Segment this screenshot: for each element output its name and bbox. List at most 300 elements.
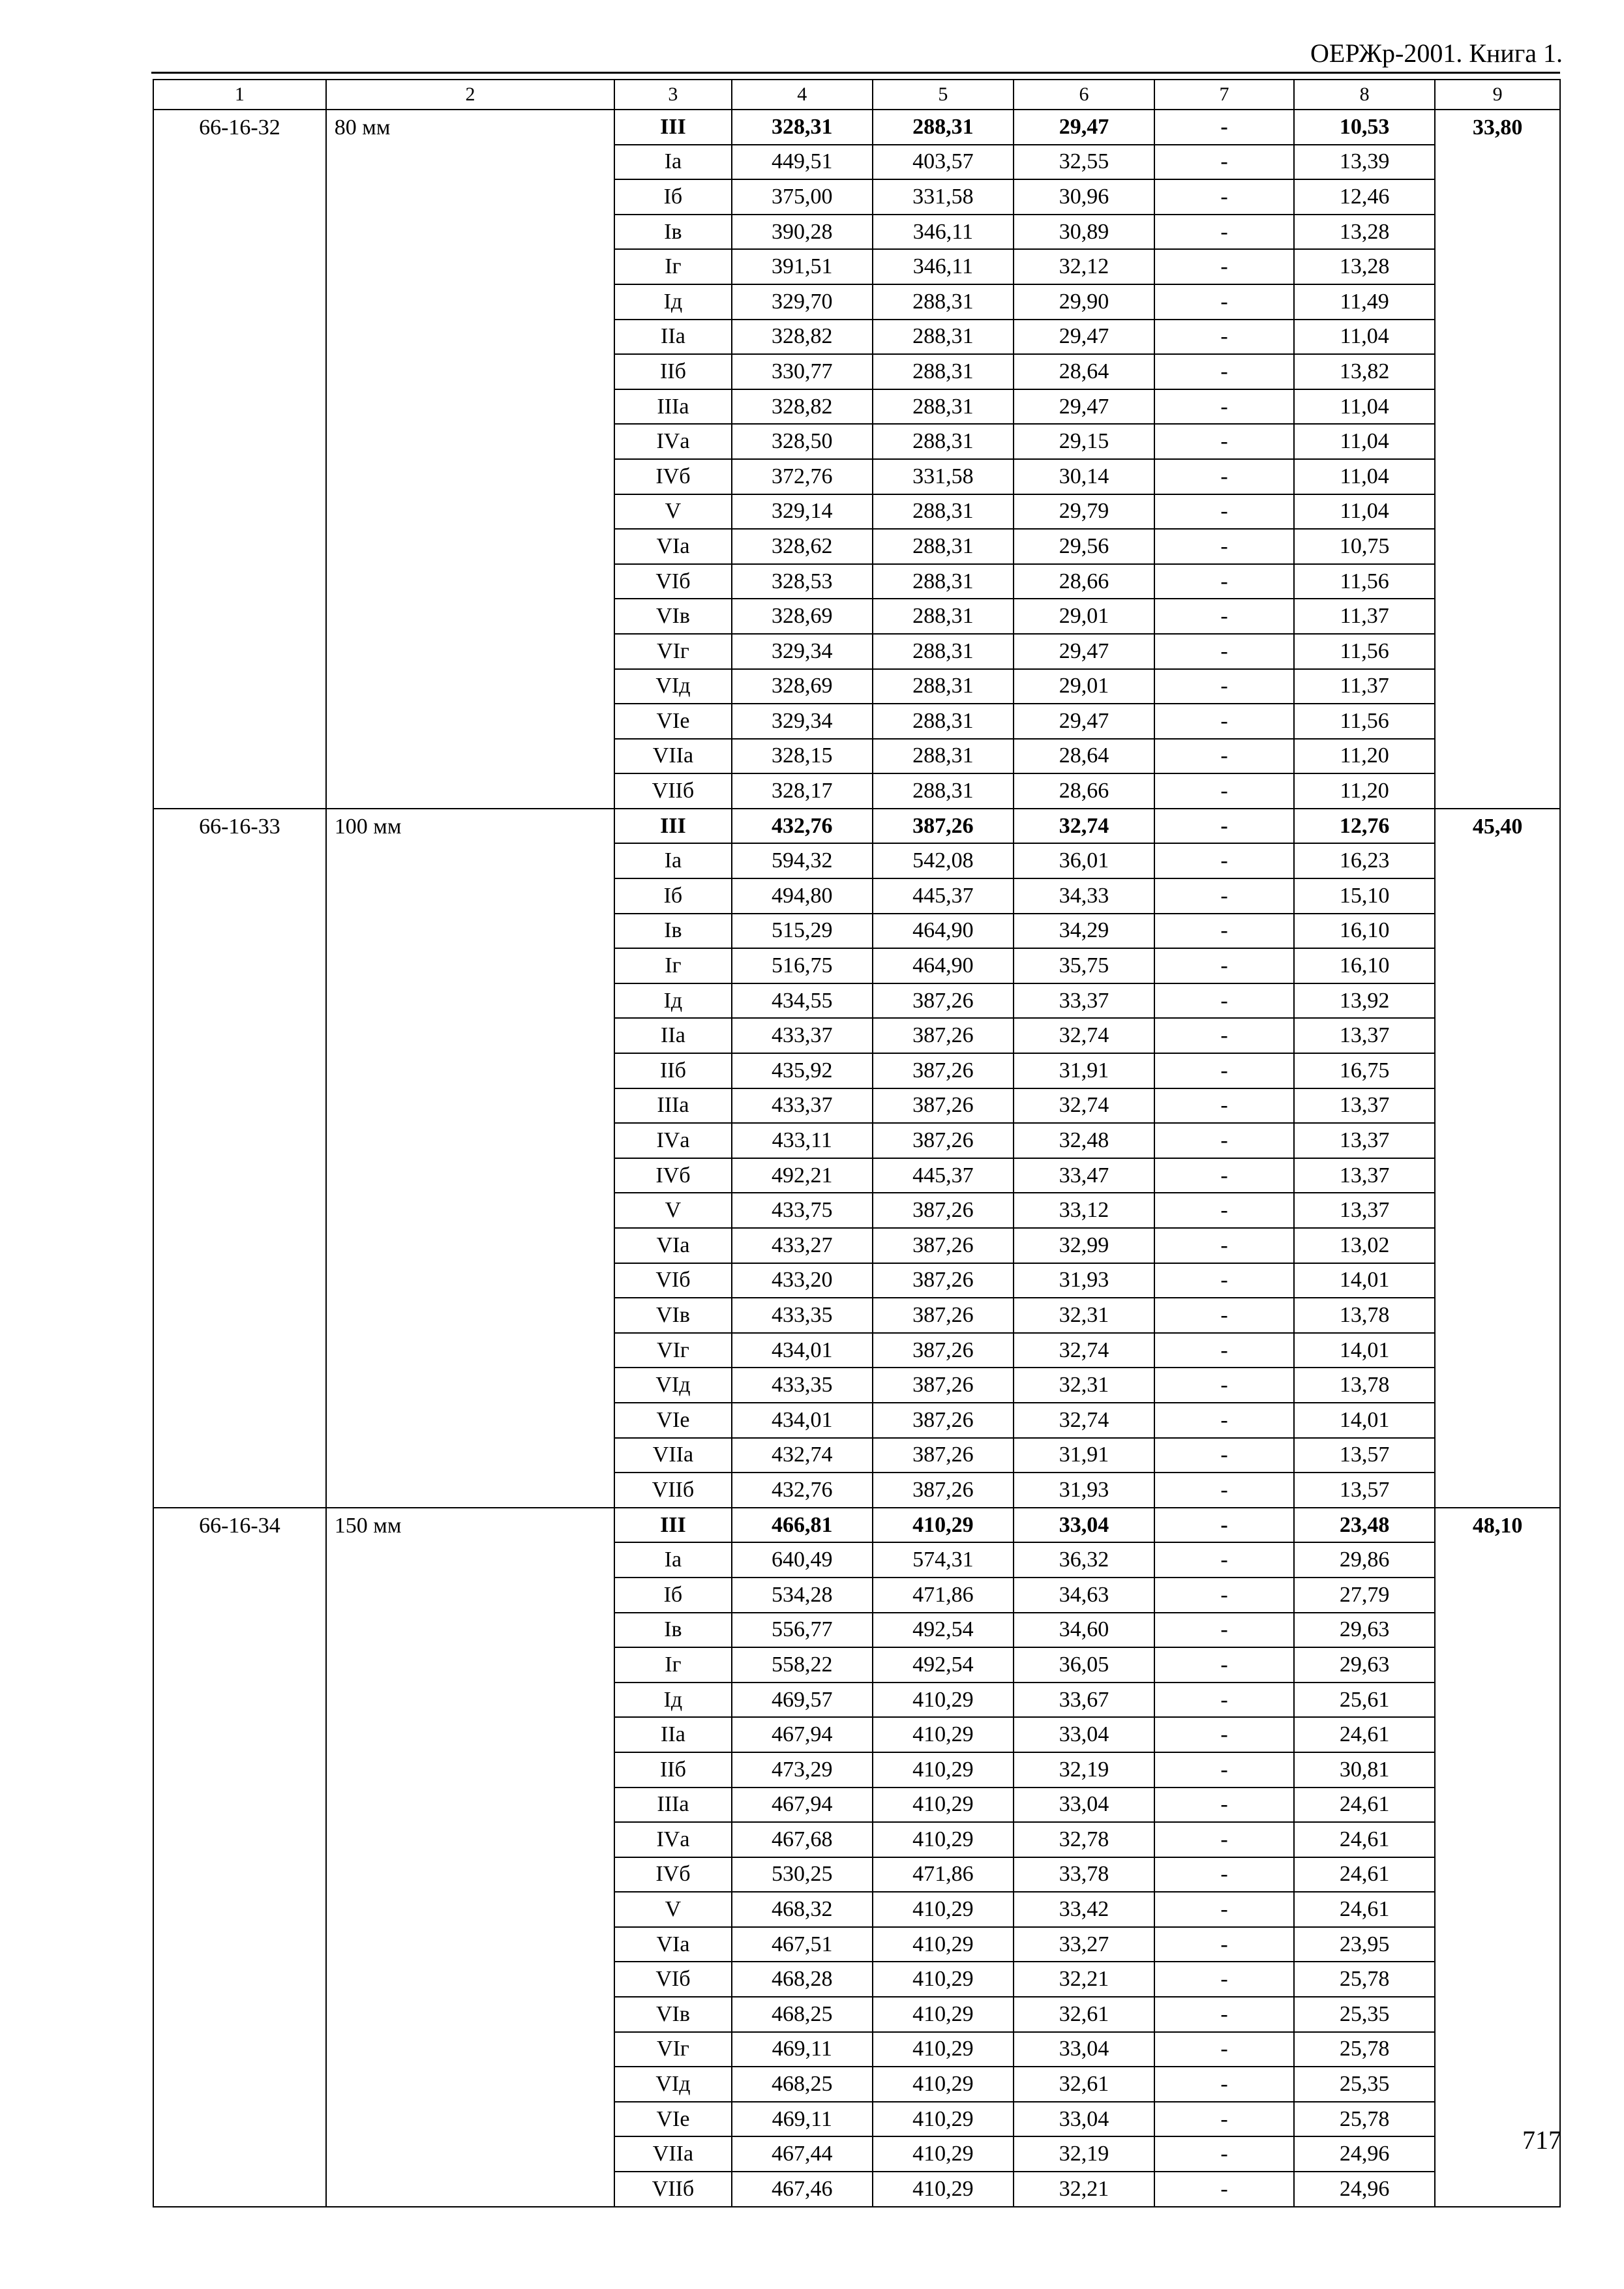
value-cell: 24,61 <box>1294 1717 1435 1752</box>
value-cell: 11,37 <box>1294 599 1435 634</box>
value-cell: 329,14 <box>732 494 873 530</box>
value-cell: 31,93 <box>1014 1473 1154 1508</box>
value-cell: - <box>1154 110 1294 145</box>
zone-label: VIб <box>614 1962 732 1997</box>
value-cell: - <box>1154 2032 1294 2067</box>
value-cell: 288,31 <box>873 634 1014 669</box>
column-9-value: 33,80 <box>1435 110 1560 809</box>
value-cell: - <box>1154 1403 1294 1438</box>
value-cell: 410,29 <box>873 1717 1014 1752</box>
zone-label: VIв <box>614 1997 732 2032</box>
value-cell: 410,29 <box>873 2032 1014 2067</box>
value-cell: 387,26 <box>873 1263 1014 1298</box>
zone-label: IIб <box>614 1053 732 1088</box>
value-cell: - <box>1154 1473 1294 1508</box>
value-cell: 328,53 <box>732 564 873 599</box>
value-cell: - <box>1154 459 1294 494</box>
value-cell: 27,79 <box>1294 1578 1435 1613</box>
value-cell: 534,28 <box>732 1578 873 1613</box>
value-cell: 288,31 <box>873 564 1014 599</box>
value-cell: 23,48 <box>1294 1508 1435 1543</box>
value-cell: - <box>1154 1438 1294 1473</box>
value-cell: 32,74 <box>1014 1403 1154 1438</box>
value-cell: 28,66 <box>1014 773 1154 809</box>
value-cell: 387,26 <box>873 1053 1014 1088</box>
zone-label: IVа <box>614 1123 732 1158</box>
zone-label: Iа <box>614 145 732 180</box>
zone-label: VIг <box>614 634 732 669</box>
value-cell: 14,01 <box>1294 1263 1435 1298</box>
value-cell: 31,93 <box>1014 1263 1154 1298</box>
value-cell: 329,70 <box>732 284 873 320</box>
value-cell: 29,47 <box>1014 389 1154 425</box>
value-cell: 10,53 <box>1294 110 1435 145</box>
value-cell: - <box>1154 809 1294 844</box>
value-cell: - <box>1154 494 1294 530</box>
value-cell: 25,61 <box>1294 1683 1435 1718</box>
value-cell: 469,11 <box>732 2102 873 2137</box>
value-cell: 574,31 <box>873 1542 1014 1578</box>
value-cell: 391,51 <box>732 249 873 284</box>
value-cell: 467,44 <box>732 2136 873 2172</box>
value-cell: 469,57 <box>732 1683 873 1718</box>
value-cell: 33,04 <box>1014 1717 1154 1752</box>
value-cell: 13,37 <box>1294 1088 1435 1124</box>
value-cell: 390,28 <box>732 215 873 250</box>
value-cell: 594,32 <box>732 843 873 878</box>
value-cell: 30,89 <box>1014 215 1154 250</box>
value-cell: 372,76 <box>732 459 873 494</box>
value-cell: 387,26 <box>873 1368 1014 1403</box>
value-cell: 33,42 <box>1014 1892 1154 1927</box>
value-cell: 433,11 <box>732 1123 873 1158</box>
pipe-diameter: 100 мм <box>326 809 614 1508</box>
value-cell: - <box>1154 1578 1294 1613</box>
value-cell: 33,67 <box>1014 1683 1154 1718</box>
zone-label: VIIб <box>614 1473 732 1508</box>
value-cell: 29,86 <box>1294 1542 1435 1578</box>
zone-label: VIIа <box>614 739 732 774</box>
column-9-value: 48,10 <box>1435 1508 1560 2207</box>
value-cell: 328,50 <box>732 424 873 459</box>
value-cell: 410,29 <box>873 1822 1014 1857</box>
value-cell: 29,47 <box>1014 634 1154 669</box>
value-cell: 468,32 <box>732 1892 873 1927</box>
value-cell: - <box>1154 843 1294 878</box>
value-cell: - <box>1154 1892 1294 1927</box>
value-cell: 33,37 <box>1014 983 1154 1019</box>
value-cell: 29,63 <box>1294 1647 1435 1683</box>
value-cell: 24,61 <box>1294 1892 1435 1927</box>
value-cell: 432,76 <box>732 1473 873 1508</box>
value-cell: 445,37 <box>873 1158 1014 1193</box>
value-cell: - <box>1154 529 1294 564</box>
value-cell: 13,39 <box>1294 145 1435 180</box>
zone-label: IVб <box>614 1158 732 1193</box>
table-row <box>153 1508 1560 1543</box>
zone-label: V <box>614 494 732 530</box>
value-cell: 435,92 <box>732 1053 873 1088</box>
value-cell: 30,14 <box>1014 459 1154 494</box>
zone-label: VIв <box>614 1298 732 1333</box>
value-cell: 288,31 <box>873 529 1014 564</box>
value-cell: 32,21 <box>1014 1962 1154 1997</box>
value-cell: 32,19 <box>1014 2136 1154 2172</box>
value-cell: 471,86 <box>873 1578 1014 1613</box>
value-cell: 387,26 <box>873 1403 1014 1438</box>
value-cell: 34,33 <box>1014 878 1154 914</box>
value-cell: - <box>1154 1683 1294 1718</box>
value-cell: - <box>1154 1088 1294 1124</box>
value-cell: 410,29 <box>873 2172 1014 2207</box>
zone-label: VIа <box>614 1927 732 1962</box>
value-cell: - <box>1154 1193 1294 1228</box>
zone-label: Iв <box>614 215 732 250</box>
zone-label: VIа <box>614 529 732 564</box>
value-cell: 328,82 <box>732 320 873 355</box>
value-cell: - <box>1154 878 1294 914</box>
zone-label: VIIа <box>614 2136 732 2172</box>
value-cell: - <box>1154 1298 1294 1333</box>
value-cell: 433,27 <box>732 1228 873 1263</box>
value-cell: 29,01 <box>1014 599 1154 634</box>
value-cell: 32,21 <box>1014 2172 1154 2207</box>
value-cell: 29,01 <box>1014 669 1154 704</box>
value-cell: 328,69 <box>732 669 873 704</box>
zone-label: Iд <box>614 983 732 1019</box>
value-cell: 494,80 <box>732 878 873 914</box>
value-cell: 25,35 <box>1294 2067 1435 2102</box>
value-cell: - <box>1154 1053 1294 1088</box>
page-header: ОЕРЖр-2001. Книга 1. <box>1310 38 1563 68</box>
value-cell: 11,04 <box>1294 424 1435 459</box>
value-cell: 434,55 <box>732 983 873 1019</box>
zone-label: VIб <box>614 1263 732 1298</box>
zone-label: VIг <box>614 2032 732 2067</box>
value-cell: 288,31 <box>873 110 1014 145</box>
value-cell: - <box>1154 2067 1294 2102</box>
value-cell: 11,04 <box>1294 320 1435 355</box>
value-cell: 387,26 <box>873 1228 1014 1263</box>
value-cell: 28,66 <box>1014 564 1154 599</box>
value-cell: 13,37 <box>1294 1018 1435 1053</box>
value-cell: 387,26 <box>873 1473 1014 1508</box>
value-cell: - <box>1154 739 1294 774</box>
value-cell: 410,29 <box>873 2067 1014 2102</box>
value-cell: 14,01 <box>1294 1403 1435 1438</box>
value-cell: 32,74 <box>1014 809 1154 844</box>
value-cell: 464,90 <box>873 948 1014 983</box>
zone-label: IIб <box>614 1752 732 1788</box>
value-cell: 33,12 <box>1014 1193 1154 1228</box>
value-cell: 467,51 <box>732 1927 873 1962</box>
value-cell: 29,56 <box>1014 529 1154 564</box>
value-cell: 346,11 <box>873 215 1014 250</box>
value-cell: 33,47 <box>1014 1158 1154 1193</box>
zone-label: IIIа <box>614 1788 732 1823</box>
value-cell: - <box>1154 1647 1294 1683</box>
value-cell: 32,19 <box>1014 1752 1154 1788</box>
value-cell: 33,78 <box>1014 1857 1154 1893</box>
value-cell: 32,74 <box>1014 1018 1154 1053</box>
value-cell: 640,49 <box>732 1542 873 1578</box>
value-cell: 33,04 <box>1014 2032 1154 2067</box>
value-cell: 13,78 <box>1294 1298 1435 1333</box>
value-cell: 469,11 <box>732 2032 873 2067</box>
zone-label: Iа <box>614 1542 732 1578</box>
value-cell: - <box>1154 389 1294 425</box>
value-cell: - <box>1154 1613 1294 1648</box>
value-cell: 30,96 <box>1014 179 1154 215</box>
value-cell: 29,90 <box>1014 284 1154 320</box>
zone-label: VIд <box>614 669 732 704</box>
value-cell: 32,12 <box>1014 249 1154 284</box>
pipe-diameter: 150 мм <box>326 1508 614 2207</box>
value-cell: 387,26 <box>873 1123 1014 1158</box>
zone-label: IVб <box>614 1857 732 1893</box>
zone-label: Iб <box>614 1578 732 1613</box>
value-cell: - <box>1154 1717 1294 1752</box>
value-cell: 11,56 <box>1294 564 1435 599</box>
column-number: 4 <box>732 80 873 110</box>
value-cell: 36,05 <box>1014 1647 1154 1683</box>
value-cell: 328,69 <box>732 599 873 634</box>
value-cell: 36,32 <box>1014 1542 1154 1578</box>
value-cell: 288,31 <box>873 599 1014 634</box>
zone-label: IVб <box>614 459 732 494</box>
value-cell: 13,02 <box>1294 1228 1435 1263</box>
value-cell: - <box>1154 1263 1294 1298</box>
value-cell: 25,78 <box>1294 2102 1435 2137</box>
value-cell: - <box>1154 564 1294 599</box>
value-cell: 492,54 <box>873 1613 1014 1648</box>
value-cell: 29,47 <box>1014 320 1154 355</box>
value-cell: - <box>1154 320 1294 355</box>
value-cell: 516,75 <box>732 948 873 983</box>
value-cell: 433,37 <box>732 1018 873 1053</box>
value-cell: 410,29 <box>873 1508 1014 1543</box>
value-cell: 464,90 <box>873 914 1014 949</box>
value-cell: 445,37 <box>873 878 1014 914</box>
value-cell: 11,04 <box>1294 459 1435 494</box>
value-cell: 24,96 <box>1294 2136 1435 2172</box>
column-number: 2 <box>326 80 614 110</box>
value-cell: 434,01 <box>732 1403 873 1438</box>
value-cell: 471,86 <box>873 1857 1014 1893</box>
zone-label: VIа <box>614 1228 732 1263</box>
value-cell: 16,75 <box>1294 1053 1435 1088</box>
value-cell: 31,91 <box>1014 1438 1154 1473</box>
value-cell: 492,21 <box>732 1158 873 1193</box>
value-cell: 29,79 <box>1014 494 1154 530</box>
value-cell: 23,95 <box>1294 1927 1435 1962</box>
value-cell: - <box>1154 1927 1294 1962</box>
column-number: 7 <box>1154 80 1294 110</box>
rates-table <box>153 79 1561 2207</box>
value-cell: 29,63 <box>1294 1613 1435 1648</box>
zone-label: VIе <box>614 704 732 739</box>
zone-label: Iг <box>614 1647 732 1683</box>
value-cell: 11,56 <box>1294 634 1435 669</box>
value-cell: - <box>1154 634 1294 669</box>
value-cell: 328,17 <box>732 773 873 809</box>
value-cell: 410,29 <box>873 1683 1014 1718</box>
zone-label: VIв <box>614 599 732 634</box>
zone-label: Iд <box>614 284 732 320</box>
value-cell: 28,64 <box>1014 354 1154 389</box>
value-cell: 467,94 <box>732 1717 873 1752</box>
value-cell: 15,10 <box>1294 878 1435 914</box>
value-cell: - <box>1154 1788 1294 1823</box>
value-cell: 34,60 <box>1014 1613 1154 1648</box>
value-cell: 434,01 <box>732 1333 873 1368</box>
value-cell: 387,26 <box>873 1333 1014 1368</box>
value-cell: - <box>1154 1368 1294 1403</box>
value-cell: 542,08 <box>873 843 1014 878</box>
zone-label: III <box>614 809 732 844</box>
value-cell: 32,48 <box>1014 1123 1154 1158</box>
value-cell: 288,31 <box>873 320 1014 355</box>
value-cell: 410,29 <box>873 1892 1014 1927</box>
value-cell: 33,04 <box>1014 1788 1154 1823</box>
value-cell: - <box>1154 145 1294 180</box>
zone-label: IIа <box>614 1717 732 1752</box>
value-cell: - <box>1154 983 1294 1019</box>
value-cell: - <box>1154 1997 1294 2032</box>
value-cell: 467,94 <box>732 1788 873 1823</box>
value-cell: 11,20 <box>1294 739 1435 774</box>
value-cell: 410,29 <box>873 1997 1014 2032</box>
value-cell: 35,75 <box>1014 948 1154 983</box>
value-cell: 14,01 <box>1294 1333 1435 1368</box>
value-cell: 29,47 <box>1014 704 1154 739</box>
value-cell: 12,76 <box>1294 809 1435 844</box>
value-cell: 24,61 <box>1294 1857 1435 1893</box>
value-cell: 11,04 <box>1294 389 1435 425</box>
value-cell: 33,27 <box>1014 1927 1154 1962</box>
value-cell: 33,04 <box>1014 1508 1154 1543</box>
value-cell: - <box>1154 1752 1294 1788</box>
value-cell: - <box>1154 1333 1294 1368</box>
value-cell: 11,56 <box>1294 704 1435 739</box>
value-cell: 24,61 <box>1294 1788 1435 1823</box>
value-cell: 403,57 <box>873 145 1014 180</box>
value-cell: - <box>1154 354 1294 389</box>
value-cell: 328,31 <box>732 110 873 145</box>
value-cell: 288,31 <box>873 354 1014 389</box>
value-cell: 375,00 <box>732 179 873 215</box>
value-cell: 468,25 <box>732 1997 873 2032</box>
value-cell: 331,58 <box>873 459 1014 494</box>
zone-label: VIб <box>614 564 732 599</box>
value-cell: 33,04 <box>1014 2102 1154 2137</box>
value-cell: 468,28 <box>732 1962 873 1997</box>
value-cell: 34,29 <box>1014 914 1154 949</box>
value-cell: 16,23 <box>1294 843 1435 878</box>
zone-label: IIIа <box>614 389 732 425</box>
value-cell: 387,26 <box>873 1438 1014 1473</box>
value-cell: 13,57 <box>1294 1438 1435 1473</box>
column-number: 5 <box>873 80 1014 110</box>
value-cell: 329,34 <box>732 634 873 669</box>
value-cell: - <box>1154 284 1294 320</box>
value-cell: - <box>1154 1962 1294 1997</box>
value-cell: 558,22 <box>732 1647 873 1683</box>
zone-label: VIе <box>614 1403 732 1438</box>
value-cell: 387,26 <box>873 1298 1014 1333</box>
value-cell: 467,68 <box>732 1822 873 1857</box>
column-number: 9 <box>1435 80 1560 110</box>
value-cell: - <box>1154 669 1294 704</box>
value-cell: 410,29 <box>873 2136 1014 2172</box>
zone-label: VIIб <box>614 2172 732 2207</box>
value-cell: 433,35 <box>732 1368 873 1403</box>
value-cell: 13,37 <box>1294 1123 1435 1158</box>
value-cell: 25,78 <box>1294 1962 1435 1997</box>
value-cell: 288,31 <box>873 739 1014 774</box>
column-number-row <box>153 80 1560 110</box>
value-cell: 288,31 <box>873 424 1014 459</box>
value-cell: 10,75 <box>1294 529 1435 564</box>
value-cell: 387,26 <box>873 1018 1014 1053</box>
value-cell: 288,31 <box>873 494 1014 530</box>
column-9-value: 45,40 <box>1435 809 1560 1508</box>
value-cell: 331,58 <box>873 179 1014 215</box>
value-cell: 328,62 <box>732 529 873 564</box>
value-cell: 492,54 <box>873 1647 1014 1683</box>
value-cell: - <box>1154 704 1294 739</box>
zone-label: VIIа <box>614 1438 732 1473</box>
zone-label: Iб <box>614 179 732 215</box>
value-cell: 556,77 <box>732 1613 873 1648</box>
value-cell: 473,29 <box>732 1752 873 1788</box>
value-cell: 467,46 <box>732 2172 873 2207</box>
value-cell: 24,61 <box>1294 1822 1435 1857</box>
value-cell: - <box>1154 1857 1294 1893</box>
value-cell: 29,15 <box>1014 424 1154 459</box>
value-cell: 13,37 <box>1294 1193 1435 1228</box>
value-cell: 31,91 <box>1014 1053 1154 1088</box>
header-rule <box>151 72 1560 74</box>
zone-label: V <box>614 1193 732 1228</box>
value-cell: 11,49 <box>1294 284 1435 320</box>
column-number: 6 <box>1014 80 1154 110</box>
value-cell: 36,01 <box>1014 843 1154 878</box>
value-cell: 288,31 <box>873 704 1014 739</box>
value-cell: 410,29 <box>873 1752 1014 1788</box>
zone-label: VIд <box>614 2067 732 2102</box>
value-cell: 288,31 <box>873 389 1014 425</box>
zone-label: Iб <box>614 878 732 914</box>
value-cell: - <box>1154 2136 1294 2172</box>
value-cell: 387,26 <box>873 983 1014 1019</box>
value-cell: 410,29 <box>873 2102 1014 2137</box>
value-cell: 13,82 <box>1294 354 1435 389</box>
value-cell: 30,81 <box>1294 1752 1435 1788</box>
table-body <box>153 110 1560 2207</box>
value-cell: 328,82 <box>732 389 873 425</box>
zone-label: IVа <box>614 424 732 459</box>
value-cell: 288,31 <box>873 284 1014 320</box>
zone-label: Iг <box>614 249 732 284</box>
value-cell: 13,57 <box>1294 1473 1435 1508</box>
value-cell: 433,35 <box>732 1298 873 1333</box>
value-cell: - <box>1154 249 1294 284</box>
table-row <box>153 809 1560 844</box>
value-cell: 13,92 <box>1294 983 1435 1019</box>
zone-label: VIг <box>614 1333 732 1368</box>
value-cell: 387,26 <box>873 809 1014 844</box>
